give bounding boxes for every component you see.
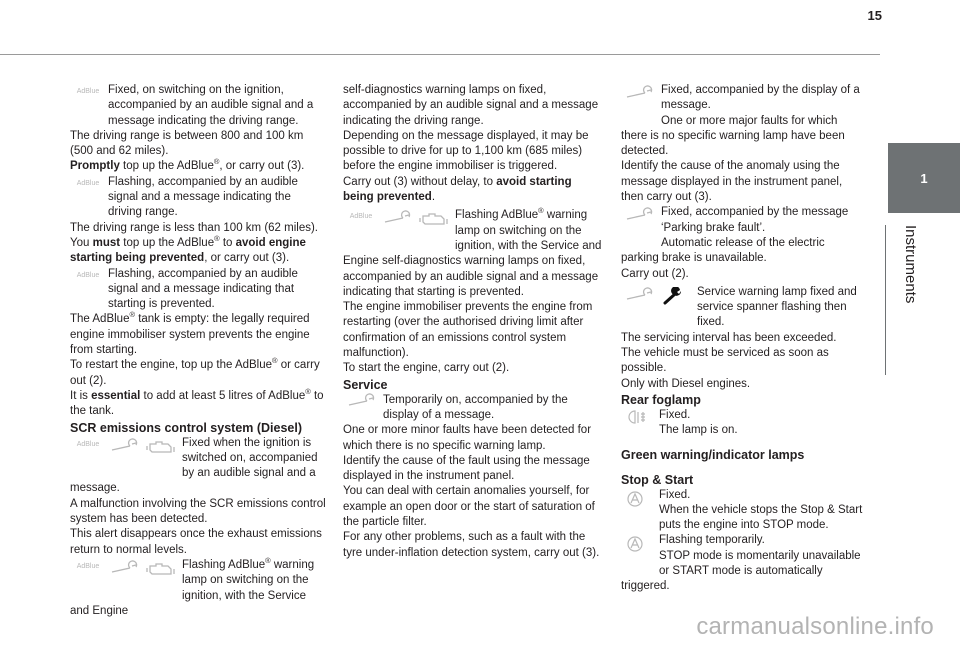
minor-faults: One or more minor faults have been detected for which there is no specific warning lamp. bbox=[343, 424, 592, 452]
major-faults: One or more major faults for which there is no specific warning lamp have been detected. bbox=[621, 114, 845, 158]
adblue-flashing-range: AdBlue Flashing, accompanied by an audible signal and a message indicating the driving range. bbox=[70, 175, 326, 221]
stop-start-fixed: Fixed. When the vehicle stops the Stop & Start puts the engine into STOP mode. bbox=[621, 488, 865, 534]
service-temporarily: Temporarily on, accompanied by the display of a message. bbox=[343, 393, 603, 424]
identify-anomaly: Identify the cause of the anomaly using the message displayed in the instrument panel, then carry out (3). bbox=[621, 160, 843, 204]
section-number: 1 bbox=[920, 170, 928, 186]
restart-text: To restart the engine, top up the AdBlue® or carry out (2). bbox=[70, 356, 320, 387]
engine-icon bbox=[417, 210, 451, 228]
engine-icon bbox=[144, 560, 178, 578]
scr-fixed: AdBlue Fixed when the ignition is switched on, accompanied by an audible signal and a message. bbox=[70, 436, 318, 495]
rear-foglamp-icon bbox=[621, 408, 655, 426]
adblue-icon: AdBlue bbox=[349, 213, 373, 221]
scr-flashing: AdBlue Flashing AdBlue® warning lamp on switching on the ignition, with the Service and Engine bbox=[70, 556, 315, 617]
wrench-icon bbox=[106, 438, 142, 456]
spanner-icon bbox=[659, 287, 693, 305]
adblue-icon: AdBlue bbox=[76, 562, 100, 570]
promptly-text: Promptly top up the AdBlue®, or carry out (3). bbox=[70, 157, 305, 173]
driving-range-b: The driving range is less than 100 km (62 miles). bbox=[70, 221, 318, 234]
wrench-icon bbox=[343, 393, 379, 411]
carry-out-2: Carry out (2). bbox=[621, 267, 689, 280]
wrench-icon bbox=[379, 210, 415, 228]
rear-foglamp-heading: Rear foglamp bbox=[621, 392, 701, 407]
stop-start-flashing: Flashing temporarily. STOP mode is momentarily unavailable or START mode is automatically triggered. bbox=[621, 534, 861, 593]
parking-brake-fault: Fixed, accompanied by the message ‘Parking brake fault’. bbox=[621, 205, 865, 236]
header-rule bbox=[0, 54, 880, 55]
green-lamps-heading: Green warning/indicator lamps bbox=[621, 447, 805, 462]
identify-cause: Identify the cause of the fault using the message displayed in the instrument panel. bbox=[343, 454, 590, 483]
adblue-flashing-start: AdBlue Flashing AdBlue® warning lamp on switching on the ignition, with the Service and Engine self-diagnostics warning lamps on fixed, accompanied by an audible signal and a message indicating that starting is prevented. bbox=[343, 206, 602, 298]
driving-range-a: The driving range is between 800 and 100 km (500 and 62 miles). bbox=[70, 129, 304, 158]
wrench-icon bbox=[621, 207, 657, 225]
adblue-icon: AdBlue bbox=[76, 271, 100, 279]
scr-malfunction: A malfunction involving the SCR emissions control system has been detected. bbox=[70, 497, 326, 526]
adblue-icon: AdBlue bbox=[76, 440, 100, 448]
other-problems: For any other problems, such as a fault with the tyre under-inflation detection system, carry out (3). bbox=[343, 531, 600, 559]
must-text: You must top up the AdBlue® to avoid engine starting being prevented, or carry out (3). bbox=[70, 234, 306, 265]
column-3 bbox=[621, 83, 865, 595]
service-heading: Service bbox=[343, 377, 388, 392]
adblue-fixed: AdBlue Fixed, on switching on the ignition, accompanied by an audible signal and a message indicating the driving range. bbox=[70, 83, 326, 129]
essential-text: It is essential to add at least 5 litres of AdBlue® to the tank. bbox=[70, 387, 324, 418]
column-2 bbox=[343, 83, 603, 561]
stop-start-icon bbox=[621, 490, 655, 508]
deal-anomalies: You can deal with certain anomalies yourself, for example an open door or the start of saturation of the particle filter. bbox=[343, 485, 595, 529]
section-title-box bbox=[888, 225, 960, 375]
page-number: 15 bbox=[867, 8, 882, 23]
carry-out-delay: Carry out (3) without delay, to avoid starting being prevented. bbox=[343, 175, 572, 204]
engine-icon bbox=[144, 438, 178, 456]
serviced-asap: The vehicle must be serviced as soon as possible. bbox=[621, 347, 829, 375]
column-1 bbox=[70, 83, 326, 619]
section-title: Instruments bbox=[902, 225, 919, 304]
watermark: carmanualsonline.info bbox=[696, 613, 934, 640]
parking-brake-unavailable: Automatic release of the electric parking brake is unavailable. bbox=[621, 236, 825, 265]
adblue-icon: AdBlue bbox=[76, 179, 100, 187]
scr-alert: This alert disappears once the exhaust emissions return to normal levels. bbox=[70, 528, 322, 556]
service-spanner: Service warning lamp fixed and service spanner flashing then fixed. bbox=[621, 285, 865, 331]
side-rule bbox=[885, 225, 886, 375]
wrench-icon bbox=[621, 85, 657, 103]
drive-up-to: Depending on the message displayed, it may be possible to drive for up to 1,100 km (685 miles) before the engine immobiliser is triggered. bbox=[343, 129, 589, 173]
stop-start-heading: Stop & Start bbox=[621, 472, 694, 487]
service-fixed-msg: Fixed, accompanied by the display of a message. bbox=[621, 83, 865, 114]
diesel-only: Only with Diesel engines. bbox=[621, 377, 751, 390]
wrench-icon bbox=[106, 560, 142, 578]
adblue-flashing-prevented: AdBlue Flashing, accompanied by an audible signal and a message indicating that starting is prevented. bbox=[70, 267, 326, 313]
tank-empty: The AdBlue® tank is empty: the legally required engine immobiliser system prevents the engine from starting. bbox=[70, 310, 310, 357]
scr-heading: SCR emissions control system (Diesel) bbox=[70, 420, 303, 435]
immobiliser-text: The engine immobiliser prevents the engine from restarting (over the authorised driving limit after confirmation of an emissions control system malfunction). bbox=[343, 301, 593, 360]
stop-start-icon bbox=[621, 535, 655, 553]
interval-exceeded: The servicing interval has been exceeded. bbox=[621, 331, 837, 344]
adblue-icon: AdBlue bbox=[76, 88, 100, 95]
self-diag-text: self-diagnostics warning lamps on fixed, accompanied by an audible signal and a message indicating the driving range. bbox=[343, 84, 599, 127]
start-engine-text: To start the engine, carry out (2). bbox=[343, 362, 510, 375]
wrench-icon bbox=[621, 287, 657, 305]
foglamp-fixed: Fixed. The lamp is on. bbox=[621, 408, 865, 439]
section-tab[interactable] bbox=[888, 143, 960, 213]
